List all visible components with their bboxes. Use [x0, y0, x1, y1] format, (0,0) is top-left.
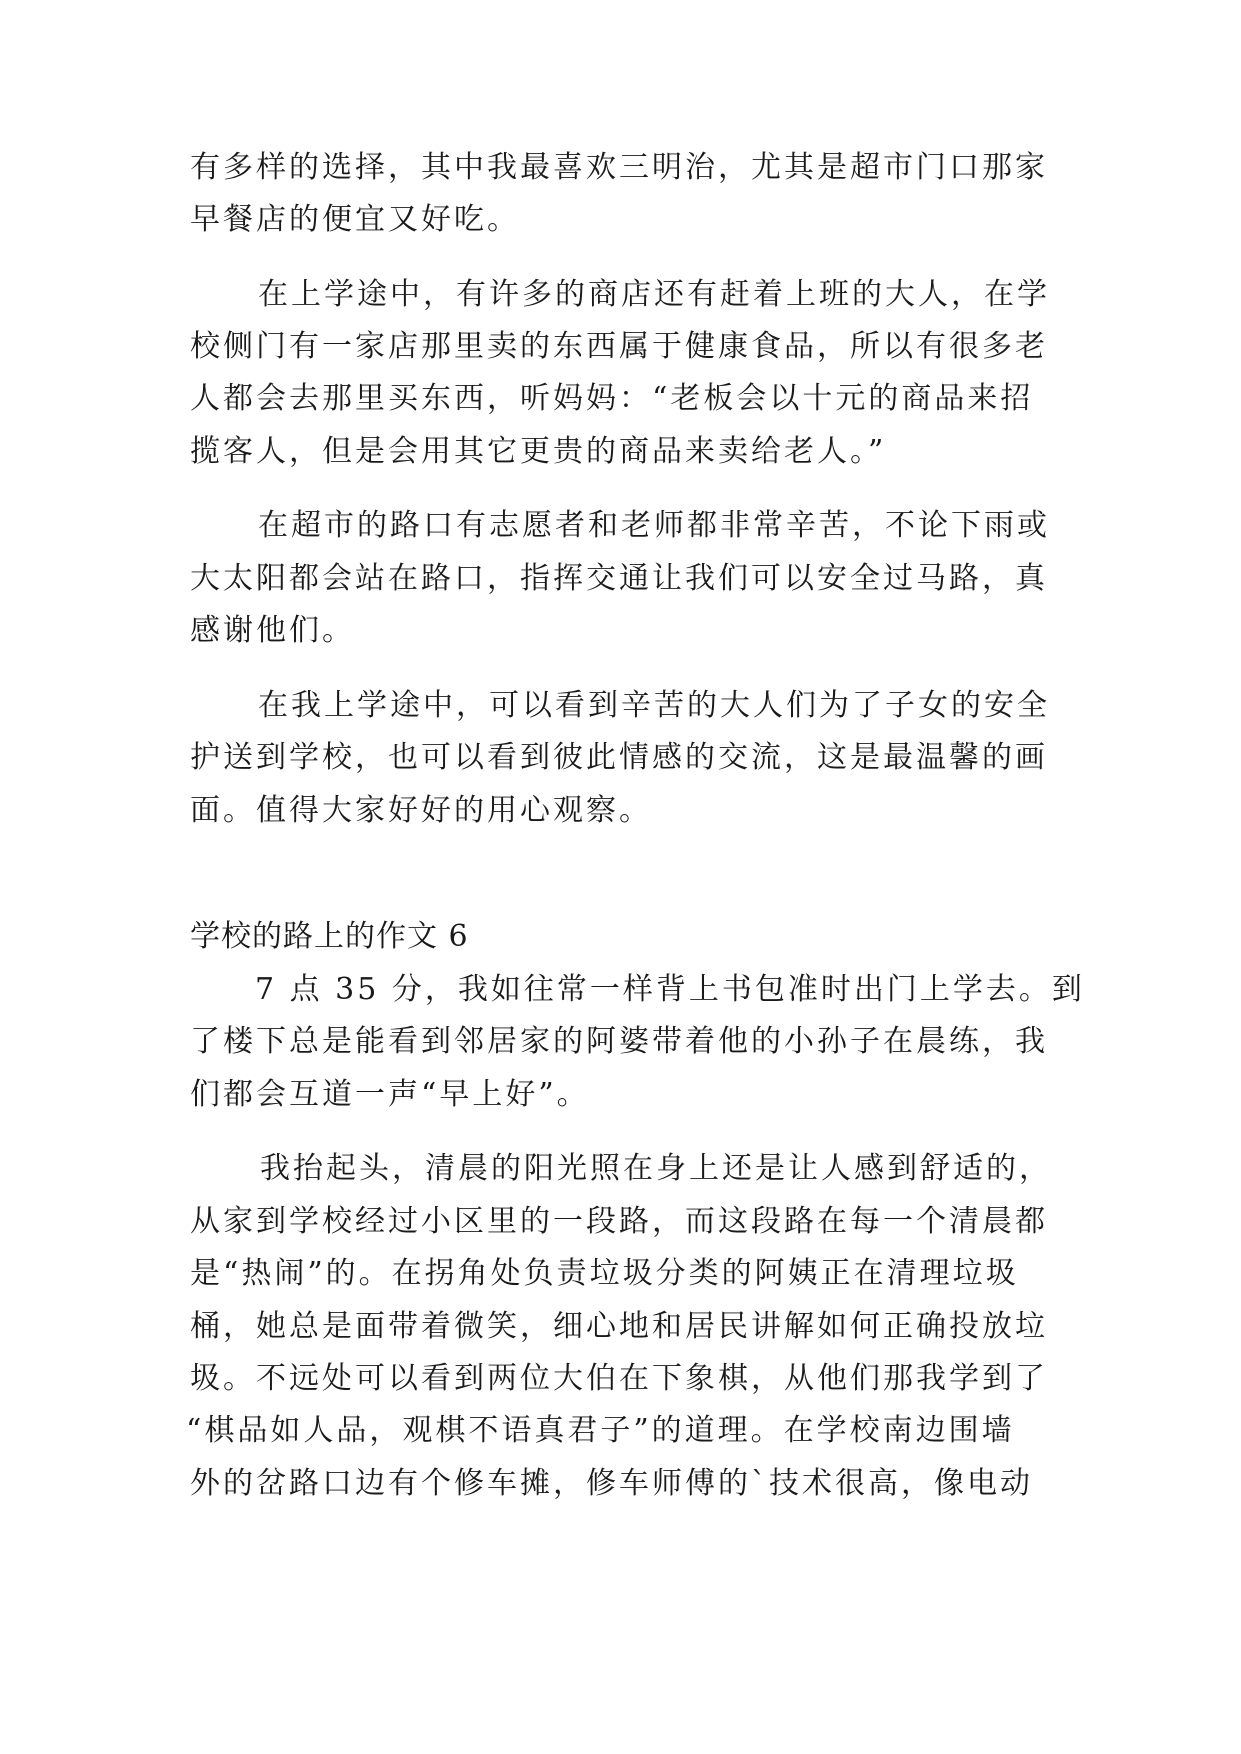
text-line: 外的岔路口边有个修车摊，修车师傅的`技术很高，像电动 — [190, 1466, 1033, 1501]
text-line: 校侧门有一家店那里卖的东西属于健康食品，所以有很多老 — [190, 329, 1048, 364]
text-line: 在上学途中，有许多的商店还有赶着上班的大人，在学 — [258, 277, 1050, 312]
text-line: 圾。不远处可以看到两位大伯在下象棋，从他们那我学到了 — [190, 1361, 1048, 1396]
text-line: 揽客人，但是会用其它更贵的商品来卖给老人。” — [190, 434, 887, 469]
text-line: 在超市的路口有志愿者和老师都非常辛苦，不论下雨或 — [258, 508, 1050, 543]
text-line: 早餐店的便宜又好吃。 — [190, 202, 520, 237]
text-line: 面。值得大家好好的用心观察。 — [190, 793, 652, 828]
text-line: 是“热闹”的。在拐角处负责垃圾分类的阿姨正在清理垃圾 — [190, 1256, 1019, 1291]
text-line: 从家到学校经过小区里的一段路，而这段路在每一个清晨都 — [190, 1204, 1048, 1239]
text-line: 们都会互道一声“早上好”。 — [190, 1077, 590, 1112]
text-line: 我抬起头，清晨的阳光照在身上还是让人感到舒适的， — [260, 1151, 1052, 1186]
text-line: “棋品如人品，观棋不语真君子”的道理。在学校南边围墙 — [186, 1413, 1015, 1448]
text-line: 感谢他们。 — [190, 613, 355, 648]
text-line: 护送到学校，也可以看到彼此情感的交流，这是最温馨的画 — [190, 740, 1048, 775]
text-line: 大太阳都会站在路口，指挥交通让我们可以安全过马路，真 — [190, 561, 1048, 596]
text-line: 7 点 35 分，我如往常一样背上书包准时出门上学去。到 — [255, 972, 1085, 1007]
text-line: 桶，她总是面带着微笑，细心地和居民讲解如何正确投放垃 — [190, 1309, 1048, 1344]
text-line: 人都会去那里买东西，听妈妈：“老板会以十元的商品来招 — [190, 381, 1034, 416]
text-line: 了楼下总是能看到邻居家的阿婆带着他的小孙子在晨练，我 — [190, 1024, 1048, 1059]
text-line: 有多样的选择，其中我最喜欢三明治，尤其是超市门口那家 — [190, 150, 1048, 185]
text-line: 在我上学途中，可以看到辛苦的大人们为了子女的安全 — [258, 688, 1050, 723]
section-title: 学校的路上的作文 6 — [190, 919, 469, 954]
